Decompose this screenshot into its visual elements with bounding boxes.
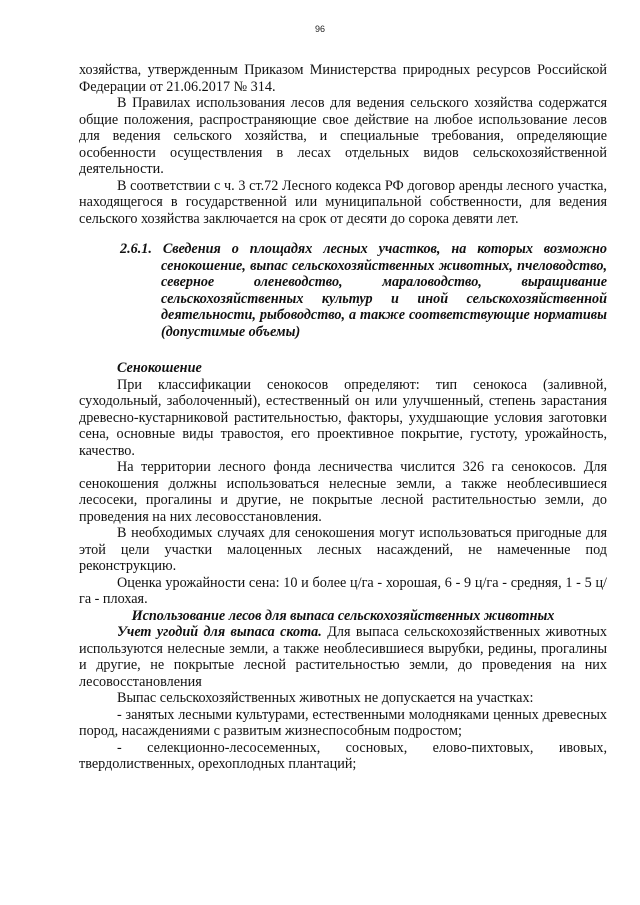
list-item: - селекционно-лесосеменных, сосновых, елово-пихтовых, ивовых, твердолиственных, орехоплодных плантаций; — [79, 739, 607, 772]
paragraph: В соответствии с ч. 3 ст.72 Лесного кодекса РФ договор аренды лесного участка, находящегося в государственной или муниципальной собственности, для ведения сельского хозяйства заключается на срок от десяти до сорока девяти лет. — [79, 177, 607, 227]
document-body — [79, 62, 607, 773]
paragraph-lead: Учет угодий для выпаса скота. — [117, 624, 322, 640]
paragraph: хозяйства, утвержденным Приказом Министерства природных ресурсов Российской Федерации от 21.06.2017 № 314. — [79, 62, 607, 95]
list-item: - занятых лесными культурами, естественными молодняками ценных древесных пород, насаждениями с развитым жизнеспособным подростом; — [79, 706, 607, 739]
section-heading: 2.6.1. Сведения о площадях лесных участков, на которых возможно сенокошение, выпас сельскохозяйственных животных, пчеловодство, северное оленеводство, мараловодство, выращивание сельскохозяйственных культур и иной сельскохозяйственной деятельности, рыбоводство, а также соответствующие нормативы (допустимые объемы) — [120, 241, 607, 340]
paragraph: При классификации сенокосов определяют: тип сенокоса (заливной, суходольный, заболоченный), естественный он или улучшенный, степень зарастания древесно-кустарниковой растительностью, факторы, ухудшающие условия заготовки сена, основные виды травостоя, его проективное покрытие, густоту, урожайность, качество. — [79, 376, 607, 459]
paragraph-rest: Для выпаса сельскохозяйственных животных используются нелесные земли, а также необлесившиеся вырубки, редины, прогалины и другие, не покрытые лесной растительностью земли, до проведения на них лесовосстановления — [79, 624, 607, 690]
subheading-haymaking: Сенокошение — [117, 360, 202, 376]
page-number: 96 — [314, 24, 325, 34]
paragraph: На территории лесного фонда лесничества числится 326 га сенокосов. Для сенокошения должны использоваться нелесные земли, а также необлесившиеся лесосеки, прогалины и другие, не покрытые лесной растительностью земли, до проведения на них лесовосстановления. — [79, 459, 607, 525]
subheading-grazing: Использование лесов для выпаса сельскохозяйственных животных — [131, 607, 555, 624]
paragraph: В необходимых случаях для сенокошения могут использоваться пригодные для этой цели участки малоценных лесных насаждений, не намеченные под реконструкцию. — [79, 525, 607, 574]
paragraph — [79, 624, 607, 690]
paragraph: В Правилах использования лесов для ведения сельского хозяйства содержатся общие положения, распространяющие свое действие на любое использование лесов для ведения сельского хозяйства, и специальные требования, определяющие особенности осуществления в лесах отдельных видов сельскохозяйственной деятельности. — [79, 95, 607, 177]
paragraph: Оценка урожайности сена: 10 и более ц/га - хорошая, 6 - 9 ц/га - средняя, 1 - 5 ц/га - плохая. — [79, 574, 607, 607]
paragraph: Выпас сельскохозяйственных животных не допускается на участках: — [117, 690, 534, 706]
